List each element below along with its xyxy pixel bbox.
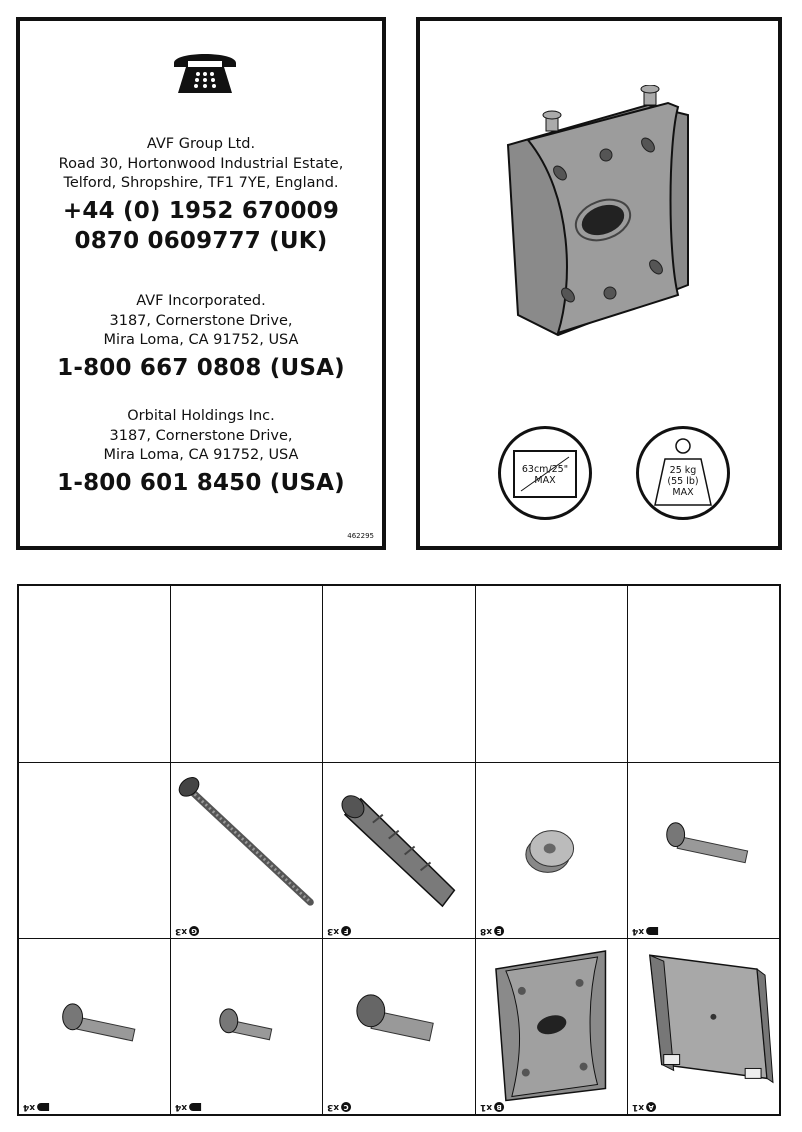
uk-address-line1: Road 30, Hortonwood Industrial Estate, <box>58 155 344 172</box>
usa1-address-line1: 3187, Cornerstone Drive, <box>109 312 293 329</box>
part-letter: C <box>341 1102 351 1112</box>
bolt-icon <box>19 939 170 1115</box>
uk-company-name: AVF Group Ltd. <box>146 136 256 152</box>
part-cell-c <box>323 938 475 1115</box>
part-tag-icon <box>189 1103 201 1111</box>
wall-bracket-icon <box>628 939 779 1115</box>
screen-size-max: MAX <box>534 475 556 486</box>
part-tag-icon <box>37 1103 49 1111</box>
wood-screw-icon <box>171 763 322 938</box>
usa2-address-line2: Mira Loma, CA 91752, USA <box>103 447 299 463</box>
weight-max: MAX <box>672 487 694 498</box>
part-label <box>327 926 351 936</box>
part-cell-f <box>323 762 475 938</box>
uk-address-line2: Telford, Shropshire, TF1 7YE, England. <box>63 175 339 191</box>
document-code: 462295 <box>347 532 374 540</box>
usa2-address-line1: 3187, Cornerstone Drive, <box>109 427 293 444</box>
part-qty: x4 <box>632 925 645 936</box>
part-cell-d1 <box>628 762 780 938</box>
max-weight-badge <box>636 426 730 520</box>
empty-cell <box>18 585 170 762</box>
part-label <box>480 1102 504 1112</box>
usa1-address-line2: Mira Loma, CA 91752, USA <box>103 332 299 348</box>
part-qty: x1 <box>479 1102 492 1112</box>
product-panel <box>416 17 782 550</box>
empty-cell <box>475 585 627 762</box>
part-cell-d2 <box>18 938 170 1115</box>
table-row <box>18 762 780 938</box>
part-letter: G <box>189 926 199 936</box>
weight-lb: (55 lb) <box>667 476 699 487</box>
part-qty: x3 <box>327 925 340 936</box>
bolt-icon <box>628 763 779 938</box>
usa1-company-name: AVF Incorporated. <box>136 293 266 309</box>
part-letter: F <box>341 926 351 936</box>
part-cell-b <box>475 938 627 1115</box>
part-label <box>23 1102 49 1112</box>
part-label <box>632 1102 656 1112</box>
wall-plug-icon <box>323 763 474 938</box>
contact-panel <box>16 17 386 550</box>
part-tag-icon <box>646 927 658 935</box>
weight-kg: 25 kg <box>669 465 697 476</box>
usa-office-2 <box>20 407 382 498</box>
part-letter: A <box>646 1102 656 1112</box>
tv-bracket-illustration <box>498 85 708 345</box>
part-qty: x1 <box>632 1102 645 1112</box>
part-label <box>175 926 199 936</box>
uk-phone-2: 0870 0609777 (UK) <box>74 227 328 254</box>
screen-size-value: 63cm/25" <box>521 464 569 475</box>
part-cell-e <box>475 762 627 938</box>
empty-cell <box>628 585 780 762</box>
table-row <box>18 585 780 762</box>
part-label <box>175 1102 201 1112</box>
max-screen-size-badge <box>498 426 592 520</box>
plate-bracket-icon <box>476 939 627 1115</box>
bolt-large-icon <box>323 939 474 1115</box>
part-label <box>327 1102 351 1112</box>
table-row <box>18 938 780 1115</box>
part-label <box>632 926 658 936</box>
usa2-company-name: Orbital Holdings Inc. <box>127 408 275 424</box>
telephone-icon <box>170 47 240 97</box>
usa2-phone: 1-800 601 8450 (USA) <box>57 469 345 496</box>
part-letter: B <box>494 1102 504 1112</box>
part-cell-d3 <box>170 938 322 1115</box>
part-qty: x3 <box>174 925 187 936</box>
parts-table <box>17 584 781 1116</box>
part-qty: x3 <box>327 1102 340 1112</box>
usa1-phone: 1-800 667 0808 (USA) <box>57 354 345 381</box>
part-qty: x4 <box>174 1102 187 1112</box>
part-cell-g <box>170 762 322 938</box>
part-letter: E <box>494 926 504 936</box>
part-qty: x8 <box>479 925 492 936</box>
usa-office-1 <box>20 292 382 383</box>
bolt-icon <box>171 939 322 1115</box>
empty-cell <box>18 762 170 938</box>
empty-cell <box>323 585 475 762</box>
uk-office <box>20 135 382 256</box>
uk-phone-1: +44 (0) 1952 670009 <box>62 197 340 224</box>
part-label <box>480 926 504 936</box>
washer-icon <box>476 763 627 938</box>
empty-cell <box>170 585 322 762</box>
part-qty: x4 <box>23 1102 36 1112</box>
part-cell-a <box>628 938 780 1115</box>
